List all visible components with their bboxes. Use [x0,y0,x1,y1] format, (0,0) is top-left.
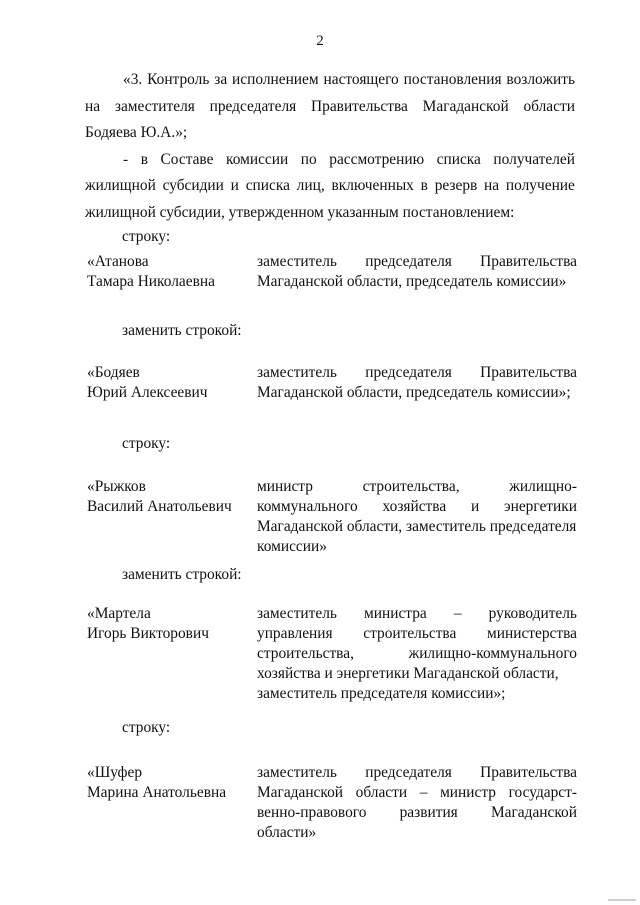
intro-line-1 [85,67,575,94]
word: хозяйства [382,498,447,515]
word: строительства, [362,478,460,495]
position-line [257,783,577,803]
word: получение [505,177,575,194]
label-replace-2: заменить строкой: [122,566,242,583]
word: Магаданской [257,784,344,801]
word: списка [436,150,481,168]
member-position [257,363,577,403]
word: на [85,97,101,115]
word: «3. [123,71,143,88]
word: и [230,177,239,194]
word: на [484,177,500,194]
position-line [257,497,577,517]
member-name [87,763,252,803]
word: министр [257,478,313,495]
word: рассмотрению [329,150,425,168]
word: настоящего [323,71,399,88]
word: венно-правового [257,804,367,821]
member-position [257,252,577,292]
member-name-line: «Атанова [87,253,149,270]
word: постановления [403,71,502,88]
position-line [257,604,577,624]
word: Магаданской [422,97,509,115]
word: председателя [209,97,297,115]
position-line: хозяйства и энергетики Магаданской области, [257,665,559,682]
word: – [453,605,462,622]
word: в [420,177,428,194]
label-line-2: строку: [122,435,171,452]
word: председателя [365,764,452,781]
word: исполнением [232,71,319,88]
word: Составе [160,150,214,168]
word: получателей [493,150,575,168]
word: комиссии [226,150,289,168]
position-line [257,803,577,823]
label-line-3: строку: [122,719,171,736]
word: области [355,784,408,801]
label-line-1: строку: [122,228,171,245]
member-name-line: Юрий Алексеевич [87,384,208,401]
position-line: Магаданской области, председатель комиссии» [257,273,567,290]
word: Правительства [480,764,577,781]
word: министерства [487,625,577,642]
member-name-line: Тамара Николаевна [87,273,215,290]
member-name-line: Марина Анатольевна [87,784,227,801]
word: – [419,784,428,801]
position-line [257,624,577,644]
position-line: области» [257,824,317,841]
word: энергетики [503,498,577,515]
word: Магаданской [490,804,577,821]
word: жилищной [85,177,156,194]
member-name-line: «Бодяев [87,364,140,381]
intro-line-4 [85,147,575,174]
scan-mark [608,899,636,901]
word: лиц, [296,177,325,194]
intro-line-2 [85,94,575,121]
word: - [123,150,129,168]
word: Правительства [311,97,408,115]
word: Контроль [147,71,210,88]
member-name-line: Игорь Викторович [87,625,209,642]
word: жилищно-коммунального [408,645,577,662]
word: государст- [508,784,577,801]
position-line [257,477,577,497]
word: развития [399,804,458,821]
member-name [87,477,252,517]
position-line: заместитель председателя комиссии»; [257,685,506,702]
label-replace-1: заменить строкой: [122,322,242,339]
member-name-line: «Мартела [87,605,151,622]
word: Правительства [480,253,577,270]
word: резерв [434,177,478,194]
word: заместитель [257,764,337,781]
word: строительства, [257,645,354,662]
intro-paragraph [85,67,575,226]
intro-line-5 [85,173,575,200]
word: строительства [363,625,457,642]
word: списка [245,177,290,194]
member-name-line: Василий Анатольевич [87,498,232,515]
word: руководитель [488,605,577,622]
member-name [87,363,252,403]
position-line: Магаданской области, заместитель председателя [257,518,577,535]
position-line: комиссии» [257,538,327,555]
word: заместитель [257,253,337,270]
word: за [214,71,228,88]
word: председателя [365,364,452,381]
position-line [257,363,577,383]
position-line [257,644,577,664]
position-line [257,252,577,272]
member-position [257,763,577,843]
word: коммунального [257,498,358,515]
position-line: Магаданской области, председатель комиссии»; [257,384,571,401]
word: включенных [331,177,414,194]
word: управления [257,625,333,642]
member-name [87,604,252,644]
member-name-line: «Рыжков [87,478,146,495]
word: заместитель [257,605,337,622]
word: заместитель [257,364,337,381]
member-position [257,604,577,704]
intro-line-6: жилищной субсидии, утвержденном указанным постановлением: [85,203,515,221]
word: по [300,150,317,168]
word: области [523,97,575,115]
member-position [257,477,577,557]
word: возложить [506,71,575,88]
member-name [87,252,252,292]
word: в [140,150,148,168]
word: председателя [365,253,452,270]
word: министр [440,784,496,801]
position-line [257,763,577,783]
page-number: 2 [316,33,324,49]
word: заместителя [114,97,195,115]
word: и [470,498,480,515]
word: Правительства [480,364,577,381]
word: субсидии [162,177,224,194]
word: министра [364,605,427,622]
word: жилищно- [509,478,577,495]
intro-line-3: Бодяева Ю.А.»; [85,124,188,141]
member-name-line: «Шуфер [87,764,143,781]
